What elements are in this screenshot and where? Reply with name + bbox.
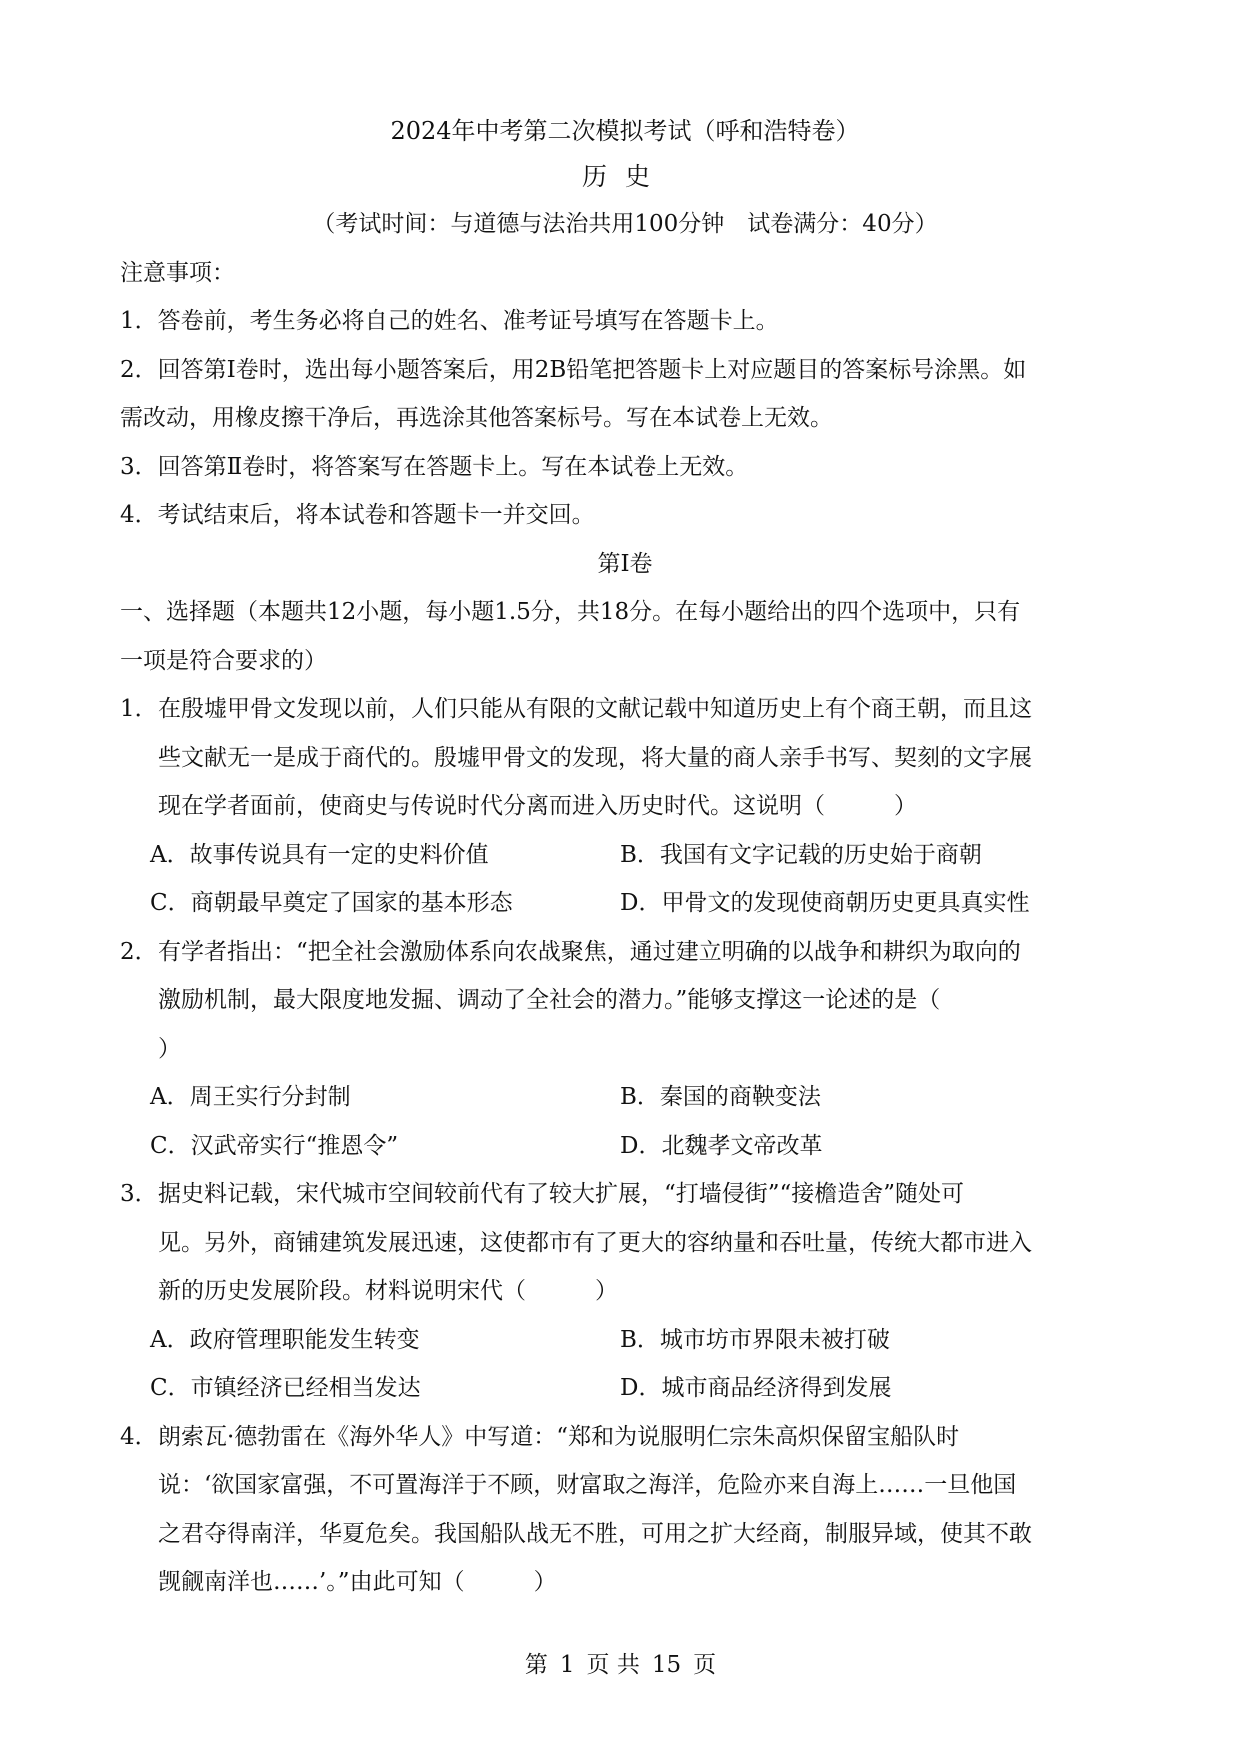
notices-heading: 注意事项： bbox=[120, 259, 235, 286]
exam-page bbox=[120, 108, 1130, 1607]
question-2 bbox=[120, 928, 1130, 1171]
question-number: 2． bbox=[120, 938, 158, 965]
question-text: 之君夺得南洋，华夏危矣。我国船队战无不胜，可用之扩大经商，制服异域，使其不敢 bbox=[158, 1520, 1032, 1547]
question-text: 现在学者面前，使商史与传说时代分离而进入历史时代。这说明（ ） bbox=[158, 793, 917, 819]
option-d: D．甲骨文的发现使商朝历史更具真实性 bbox=[620, 890, 1030, 916]
option-d: D．城市商品经济得到发展 bbox=[620, 1375, 892, 1401]
question-text: 见。另外，商铺建筑发展迅速，这使都市有了更大的容纳量和吞吐量，传统大都市进入 bbox=[158, 1229, 1032, 1256]
question-3 bbox=[120, 1170, 1130, 1413]
options-row bbox=[120, 879, 1130, 928]
question-number: 1． bbox=[120, 696, 158, 722]
notice-item: 4．考试结束后，将本试卷和答题卡一并交回。 bbox=[120, 502, 595, 528]
question-number: 4． bbox=[120, 1423, 158, 1450]
footer-suffix: 页 bbox=[693, 1652, 717, 1678]
options-row bbox=[120, 1122, 1130, 1171]
notice-item: 3．回答第Ⅱ卷时，将答案写在答题卡上。写在本试卷上无效。 bbox=[120, 453, 749, 480]
footer-prefix: 第 bbox=[524, 1652, 548, 1678]
option-a: A．故事传说具有一定的史料价值 bbox=[150, 841, 489, 868]
options-row bbox=[120, 1364, 1130, 1413]
options-row bbox=[120, 831, 1130, 880]
option-c: C．汉武帝实行“推恩令” bbox=[150, 1132, 399, 1159]
option-b: B．秦国的商鞅变法 bbox=[620, 1084, 821, 1110]
question-text: 有学者指出：“把全社会激励体系向农战聚焦，通过建立明确的以战争和耕织为取向的 bbox=[158, 938, 1021, 965]
section-instruction: 一、选择题（本题共12小题，每小题1.5分，共18分。在每小题给出的四个选项中，只有 bbox=[120, 599, 1021, 625]
question-text: 说：‘欲国家富强，不可置海洋于不顾，财富取之海洋，危险亦来自海上……一旦他国 bbox=[158, 1472, 1017, 1498]
section-instruction: 一项是符合要求的） bbox=[120, 647, 327, 674]
question-text: ） bbox=[158, 1035, 181, 1062]
option-b: B．我国有文字记载的历史始于商朝 bbox=[620, 841, 982, 868]
options-row bbox=[120, 1073, 1130, 1122]
page-footer bbox=[0, 1650, 1241, 1680]
option-c: C．市镇经济已经相当发达 bbox=[150, 1375, 421, 1401]
exam-subject: 历史 bbox=[581, 162, 668, 191]
question-text: 觊觎南洋也……’。”由此可知（ ） bbox=[158, 1569, 557, 1595]
page-number: 1 bbox=[559, 1652, 575, 1678]
option-b: B．城市坊市界限未被打破 bbox=[620, 1326, 890, 1353]
question-number: 3． bbox=[120, 1181, 158, 1207]
question-text: 在殷墟甲骨文发现以前，人们只能从有限的文献记载中知道历史上有个商王朝，而且这 bbox=[158, 696, 1032, 722]
options-row bbox=[120, 1316, 1130, 1365]
option-a: A．周王实行分封制 bbox=[150, 1084, 351, 1110]
exam-title: 2024年中考第二次模拟考试（呼和浩特卷） bbox=[390, 117, 860, 145]
question-text: 据史料记载，宋代城市空间较前代有了较大扩展，“打墙侵街”“接檐造舍”随处可 bbox=[158, 1181, 965, 1207]
question-text: 新的历史发展阶段。材料说明宋代（ ） bbox=[158, 1278, 618, 1304]
section-title: 第Ⅰ卷 bbox=[597, 550, 653, 577]
option-c: C．商朝最早奠定了国家的基本形态 bbox=[150, 890, 513, 916]
notice-item: 需改动，用橡皮擦干净后，再选涂其他答案标号。写在本试卷上无效。 bbox=[120, 405, 833, 431]
notice-item: 2．回答第Ⅰ卷时，选出每小题答案后，用2B铅笔把答题卡上对应题目的答案标号涂黑。如 bbox=[120, 356, 1027, 383]
question-4 bbox=[120, 1413, 1130, 1607]
notice-item: 1．答卷前，考生务必将自己的姓名、准考证号填写在答题卡上。 bbox=[120, 308, 779, 334]
option-d: D．北魏孝文帝改革 bbox=[620, 1132, 823, 1159]
exam-info: （考试时间：与道德与法治共用100分钟 试卷满分：40分） bbox=[312, 211, 938, 237]
question-text: 些文献无一是成于商代的。殷墟甲骨文的发现，将大量的商人亲手书写、契刻的文字展 bbox=[158, 744, 1032, 771]
total-pages: 15 bbox=[651, 1652, 682, 1678]
question-1 bbox=[120, 685, 1130, 928]
footer-middle: 页 共 bbox=[586, 1652, 640, 1678]
question-text: 激励机制，最大限度地发掘、调动了全社会的潜力。”能够支撑这一论述的是（ bbox=[158, 987, 941, 1013]
option-a: A．政府管理职能发生转变 bbox=[150, 1326, 420, 1353]
question-text: 朗索瓦·德勃雷在《海外华人》中写道：“郑和为说服明仁宗朱高炽保留宝船队时 bbox=[158, 1423, 960, 1450]
